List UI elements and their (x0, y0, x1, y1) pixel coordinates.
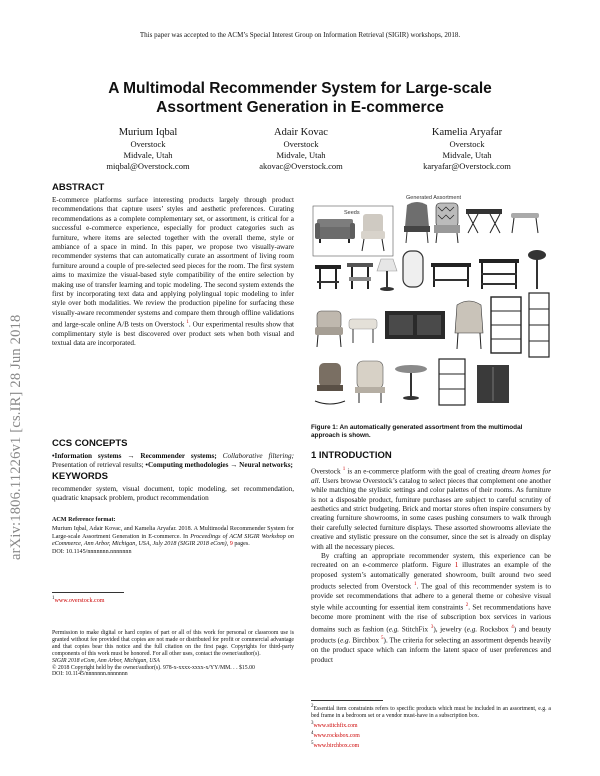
keywords-section (52, 471, 294, 504)
arxiv-identifier: arXiv:1806.11226v1 [cs.IR] 28 Jun 2018 (8, 314, 24, 560)
right-footnotes (311, 703, 551, 750)
figure-ref-link[interactable]: 1 (454, 561, 459, 570)
keywords-body: recommender system, visual document, topic modeling, set recommendation, quadratic knapsack problem, product recommendation (52, 485, 294, 503)
permission-text: Permission to make digital or hard copies of part or all of this work for personal or classroom use is granted without fee provided that copies are not made or distributed for profit or commercial advantage and that copies bear this notice and the full citation on the first page. Copyrights for third-party components of this work must be honored. For all other uses, contact the owner/author(s). (52, 630, 294, 657)
ccs-heading: CCS CONCEPTS (52, 438, 128, 449)
generated-side-table-icon (315, 265, 341, 289)
footnote-rule (52, 592, 124, 593)
header-note: This paper was accepted to the ACM’s Special Interest Group on Information Retrieval (SIGIR) workshops, 2018. (139, 31, 461, 39)
permission-block (52, 630, 294, 678)
generated-tall-shelf-icon (529, 293, 549, 357)
author-location: Midvale, Utah (276, 150, 326, 160)
generated-patterned-chair-icon (434, 203, 460, 243)
footnote-2: 2Essential item constraints refers to specific products which must be included in an assortment, e.g. a bed frame in a bedroom set or a vendor must-have in a subscription box. (311, 704, 551, 719)
abstract-body: E-commerce platforms surface interesting products largely through product recommendations that capture users’ styles and aesthetic preferences. Curating recommendations as a complete complementary set, or assortment, is critical for a successful e-commerce experience, especially for product categories such as furniture, where items are selected together with the overall theme, style or ambiance of a space in mind. In this paper, we propose two visually-aware recommender systems that can automatically curate an assortment of living room furniture around a couple of pre-selected seed pieces for the room. The first system aims to maximize the visual-based style compatibility of the entire selection by making use of transfer learning and topic modeling. The second system extends the first by incorporating text data and applying polylingual topic modeling to infer style over both modalities. We review the production pipeline for surfacing these visually-aware recommender systems and compare them through offline validations and large-scale online A/B tests on Overstock $^1$. Our experimental results show that complimentary style is best discovered over product sets when both visual and textual data are incorporated. (52, 196, 295, 348)
figure-caption: Figure 1: An automatically generated assortment from the multimodal approach is shown. (311, 424, 523, 439)
generated-coffee-table-icon (431, 263, 471, 287)
figure-label-generated: Generated Assortment (406, 195, 462, 201)
author-location: Midvale, Utah (442, 150, 492, 160)
title-line-1: A Multimodal Recommender System for Large-scale (108, 80, 492, 97)
generated-floor-lamp-icon (528, 250, 546, 289)
author-name: Kamelia Aryafar (431, 127, 503, 138)
generated-chair-icon (404, 202, 430, 243)
author-name: Murium Iqbal (118, 127, 178, 138)
author-org: Overstock (283, 139, 319, 149)
generated-cabinet-icon (477, 365, 509, 403)
author-email[interactable]: akovac@Overstock.com (259, 161, 343, 171)
author-location: Midvale, Utah (123, 150, 173, 160)
abstract-section (52, 182, 294, 349)
generated-wingback-icon (355, 361, 385, 403)
generated-mirror-icon (403, 251, 423, 287)
author-block-3 (377, 126, 557, 172)
seed-chair-icon (361, 214, 385, 251)
abstract-heading: ABSTRACT (52, 182, 105, 193)
footnote-1: $^1$www.overstock.com (52, 596, 105, 605)
keywords-heading: KEYWORDS (52, 471, 108, 482)
generated-round-table-icon (395, 365, 427, 400)
seed-sofa-icon (315, 219, 355, 243)
ccs-body: •Information systems → Recommender systems; Collaborative filtering; Presentation of retrieval results; •Computing methodologies → Neural networks; (52, 452, 295, 470)
footnote-link[interactable]: www.overstock.com (54, 598, 105, 605)
figure-1 (311, 193, 552, 415)
ccs-section (52, 438, 294, 471)
author-email[interactable]: karyafar@Overstock.com (423, 161, 511, 171)
intro-paragraph-2: By crafting an appropriate recommender system, this experience can be recreated on an e-commerce platform. Figure 1 illustrates an example of the proposed system’s automatically generated showroom, built around two seed products selected from Overstock $^1$. The goal of this recommender system is to provide set recommendations that adhere to a general theme or cohesive visual style while accounting for essential item constraints $^2$. Set recommendations have become more prominent with the rise of subscription box services in various domains such as fashion (e.g. StitchFix $^3$), jewelry (e.g. Rocksbox $^4$) and beauty products (e.g. Birchbox $^5$). The criteria for selecting an assortment depends heavily on the product space which can inform the latent space of user preferences and product (311, 552, 552, 664)
intro-heading: 1 INTRODUCTION (311, 450, 392, 461)
generated-lamp-icon (377, 259, 397, 291)
footnote-mark[interactable]: 1 (186, 320, 189, 326)
author-name: Adair Kovac (274, 127, 328, 138)
author-email[interactable]: miqbal@Overstock.com (106, 161, 190, 171)
introduction-section (311, 450, 551, 665)
generated-ottoman-icon (349, 319, 377, 343)
figure-label-seeds: Seeds (344, 210, 360, 216)
permission-venue: SIGIR 2018 eCom, Ann Arbor, Michigan, USA (52, 657, 160, 664)
acm-ref-body: Murium Iqbal, Adair Kovac, and Kamelia Aryafar. 2018. A Multimodal Recommender System for Large-scale Assortment Generation in E-commerce. In Proceedings of ACM SIGIR Workshop on eCommerce, Ann Arbor, Michigan, USA, July 2018 (SIGIR 2018 eCom), 9 pages. DOI: 10.1145/nnnnnnn.nnnnnnn (52, 526, 294, 555)
paper-title (40, 79, 560, 117)
generated-tv-stand-icon (385, 311, 445, 339)
generated-console-icon (479, 259, 519, 289)
acm-reference (52, 517, 294, 556)
generated-accent-chair-icon (455, 301, 483, 349)
permission-copyright: © 2018 Copyright held by the owner/author(s). 978-x-xxxx-xxxx-x/YY/MM. . . $15.00 (52, 664, 255, 671)
assortment-image (311, 193, 552, 415)
permission-doi: DOI: 10.1145/nnnnnnn.nnnnnnn (52, 671, 128, 678)
title-line-2: Assortment Generation in E-commerce (156, 99, 444, 116)
generated-etagere-icon (439, 359, 465, 405)
generated-bookshelf-icon (491, 297, 521, 353)
generated-end-table-icon (347, 263, 373, 289)
footnote-3: 3www.stitchfix.com (311, 720, 358, 729)
generated-rocker-icon (315, 363, 345, 404)
generated-bench-icon (466, 209, 502, 233)
author-org: Overstock (449, 139, 485, 149)
footnote-rule-right (311, 700, 383, 701)
generated-armchair-icon (315, 311, 343, 347)
footnote-5: 5www.birchbox.com (311, 740, 360, 749)
footnote-4: 4www.rocksbox.com (311, 730, 360, 739)
acm-ref-heading: ACM Reference format: (52, 517, 116, 523)
intro-paragraph-1: Overstock $^1$ is an e-commerce platform with the goal of creating dream homes for all. Users browse Overstock’s catalog to select pieces that complement one another while matching the stylistic settings and color palettes of their rooms. As furniture is not a disposable product, furniture purchases are subject to careful scrutiny of aesthetics and strict budgeting. Brick and mortar stores often inspire consumers by creating furniture showrooms, in some cases pushing consumers to walk through their carefully selected furniture displays. These assorted showrooms alleviate the creative and stylistic pressure on the consumer, since the set is already on display with all the necessary pieces. (311, 467, 552, 551)
generated-stool-icon (511, 213, 539, 233)
author-block-2 (211, 126, 391, 172)
author-org: Overstock (130, 139, 166, 149)
